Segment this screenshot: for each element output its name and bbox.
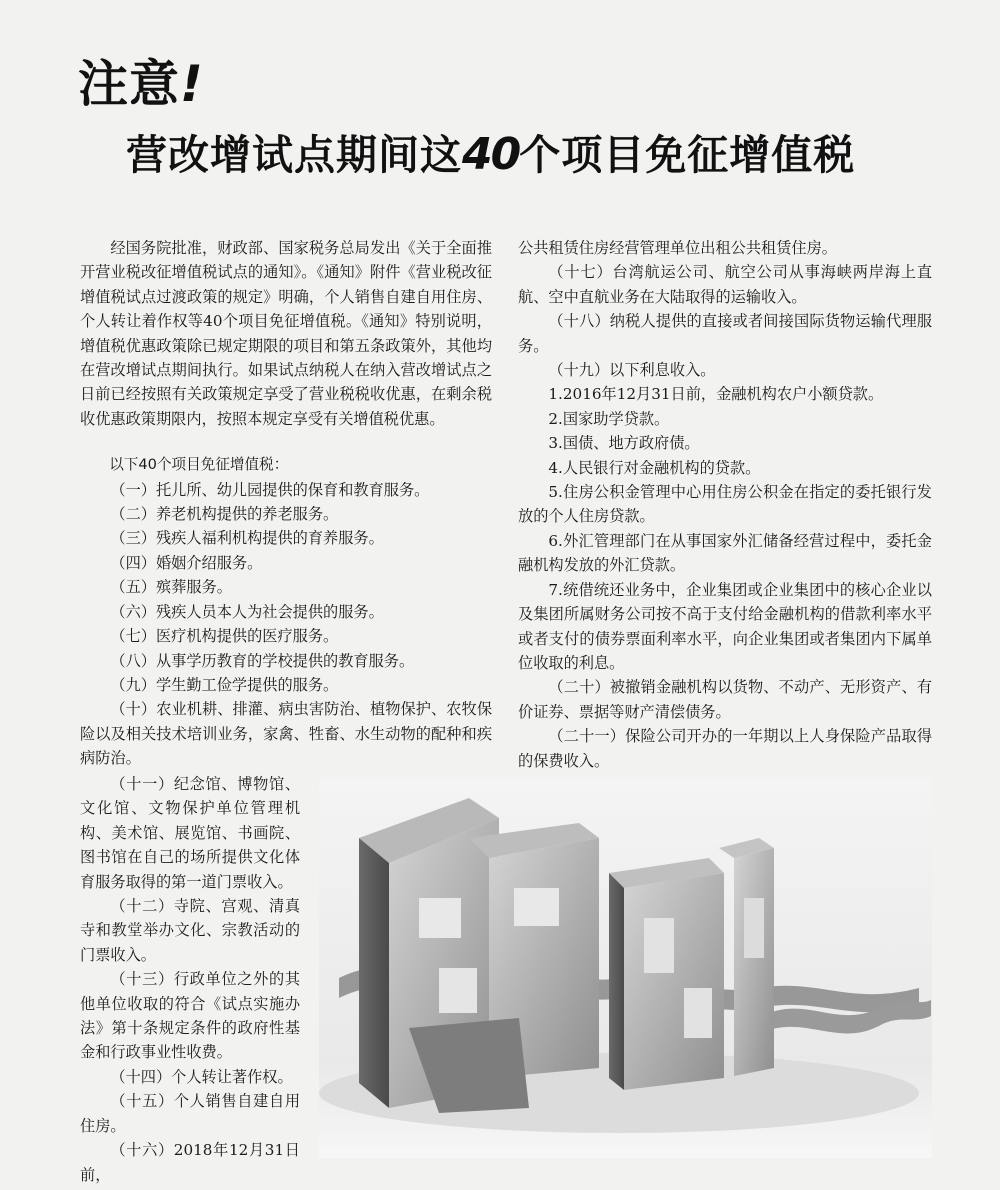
sculpture-char-mian xyxy=(359,798,599,1113)
left-column xyxy=(80,236,492,771)
list-item: （十五）个人销售自建自用住房。 xyxy=(80,1092,300,1135)
list-heading: 以下40个项目免征增值税： xyxy=(109,456,289,474)
list-item: （二十）被撤销金融机构以货物、不动产、无形资产、有价证券、票据等财产清偿债务。 xyxy=(518,678,932,721)
right-column xyxy=(518,236,932,773)
list-item: （十三）行政单位之外的其他单位收取的符合《试点实施办法》第十条规定条件的政府性基金和行政事业性收费。 xyxy=(80,970,300,1062)
list-item: （七）医疗机构提供的医疗服务。 xyxy=(110,627,339,646)
list-item: 4.人民银行对金融机构的贷款。 xyxy=(548,458,761,477)
narrow-column xyxy=(80,772,300,1187)
list-item: 1.2016年12月31日前，金融机构农户小额贷款。 xyxy=(548,385,884,404)
kicker-bang: ! xyxy=(180,55,204,113)
sculpture-char-shui xyxy=(609,838,774,1090)
list-item: （二十一）保险公司开办的一年期以上人身保险产品取得的保费收入。 xyxy=(518,727,932,770)
list-item: （八）从事学历教育的学校提供的教育服务。 xyxy=(110,651,415,670)
list-item: 5.住房公积金管理中心用住房公积金在指定的委托银行发放的个人住房贷款。 xyxy=(518,483,932,526)
list-item: （十七）台湾航运公司、航空公司从事海峡两岸海上直航、空中直航业务在大陆取得的运输收入。 xyxy=(518,263,932,306)
list-item: 6.外汇管理部门在从事国家外汇储备经营过程中，委托金融机构发放的外汇贷款。 xyxy=(518,531,932,575)
continuation-text: 公共租赁住房经营管理单位出租公共租赁住房。 xyxy=(518,239,837,257)
intro-paragraph: 经国务院批准，财政部、国家税务总局发出《关于全面推开营业税改征增值税试点的通知》。《通知》附件《营业税改征增值税试点过渡政策的规定》明确，个人销售自建自用住房、个人转让着作权等40个项目免征增值税。《通知》特别说明，增值税优惠政策除已规定期限的项目和第五条政策外，其他均在营改增试点期间执行。如果试点纳税人在纳入营改增试点之日前已经按照有关政策规定享受了营业税税收优惠，在剩余税收优惠政策期限内，按照本规定享受有关增值税优惠。 xyxy=(80,239,492,428)
list-item: （十四）个人转让著作权。 xyxy=(110,1067,293,1086)
title-before: 营改增试点期间这 xyxy=(126,131,462,179)
title-number: 40 xyxy=(462,129,520,180)
list-item: （四）婚姻介绍服务。 xyxy=(110,553,263,572)
kicker-text: 注意 xyxy=(78,55,180,113)
list-item: （十二）寺院、宫观、清真寺和教堂举办文化、宗教活动的门票收入。 xyxy=(80,897,300,964)
list-item: （十）农业机耕、排灌、病虫害防治、植物保护、农牧保险以及相关技术培训业务，家禽、牲畜、水生动物的配种和疾病防治。 xyxy=(80,700,492,768)
tax-free-sculpture-image xyxy=(319,778,932,1158)
list-item: （十八）纳税人提供的直接或者间接国际货物运输代理服务。 xyxy=(518,312,932,355)
list-item: 3.国债、地方政府债。 xyxy=(548,434,700,453)
list-item: （十一）纪念馆、博物馆、文化馆、文物保护单位管理机构、美术馆、展览馆、书画院、图书馆在自己的场所提供文化体育服务取得的第一道门票收入。 xyxy=(80,775,300,891)
list-item: （二）养老机构提供的养老服务。 xyxy=(110,505,339,524)
list-item: （一）托儿所、幼儿园提供的保育和教育服务。 xyxy=(110,480,430,499)
list-item: （六）残疾人员本人为社会提供的服务。 xyxy=(110,602,384,621)
list-item: 2.国家助学贷款。 xyxy=(548,409,670,428)
list-item: 7.统借统还业务中，企业集团或企业集团中的核心企业以及集团所属财务公司按不高于支付给金融机构的借款利率水平或者支付的债券票面利率水平，向企业集团或者集团内下属单位收取的利息。 xyxy=(518,580,932,672)
kicker-heading xyxy=(78,44,204,116)
list-item: （十九）以下利息收入。 xyxy=(548,361,716,380)
list-item: （九）学生勤工俭学提供的服务。 xyxy=(110,675,339,694)
page-title xyxy=(126,122,855,181)
title-after: 个项目免征增值税 xyxy=(519,131,856,179)
list-item: （三）残疾人福利机构提供的育养服务。 xyxy=(110,529,384,548)
list-item: （十六）2018年12月31日前， xyxy=(80,1141,300,1184)
list-item: （五）殡葬服务。 xyxy=(110,578,232,597)
